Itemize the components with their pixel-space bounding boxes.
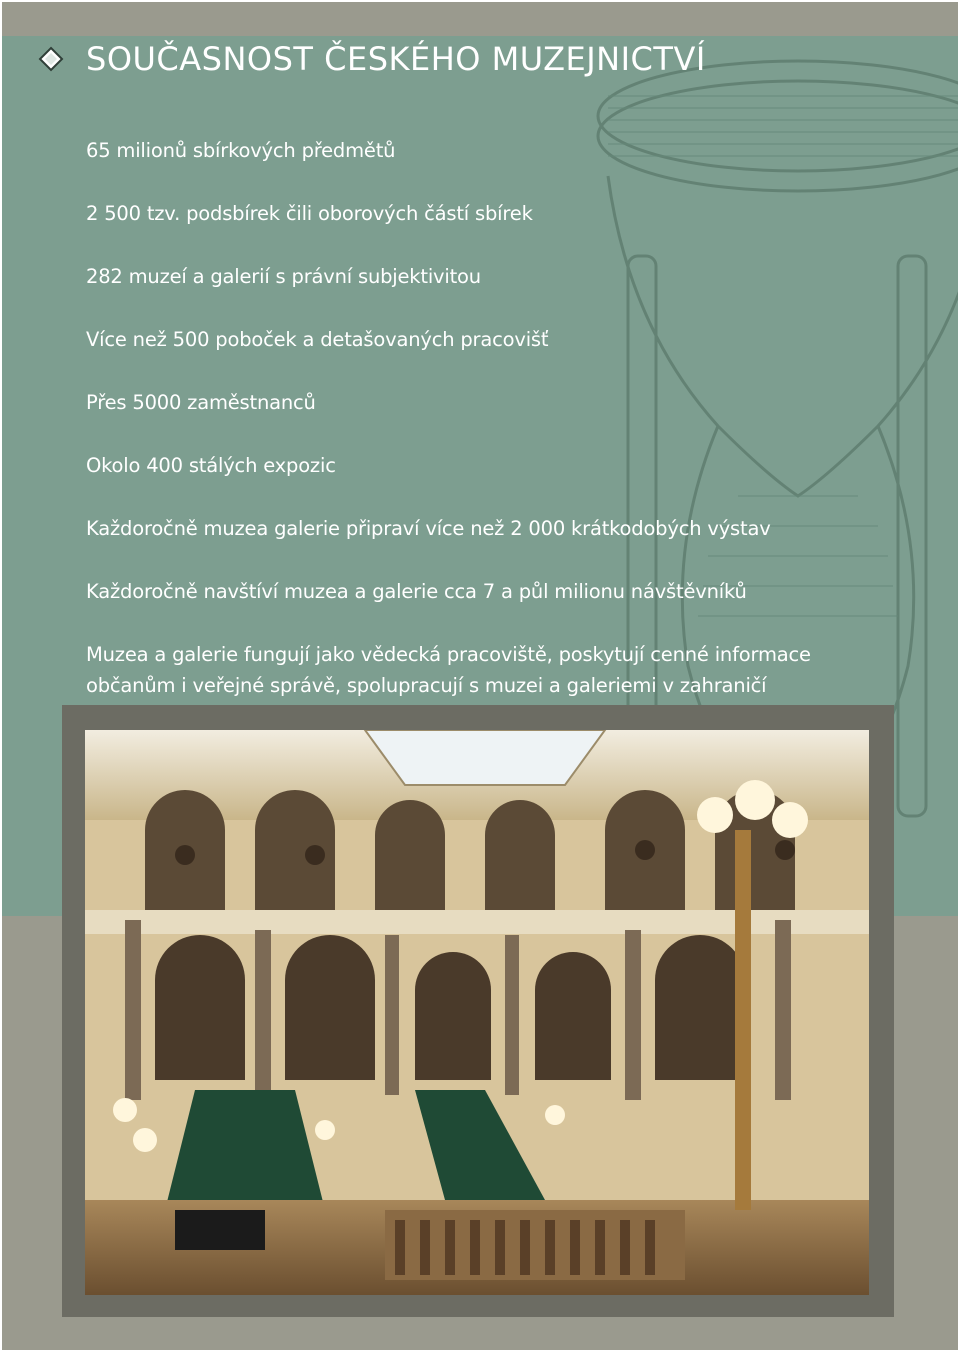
diamond-bullet-icon <box>38 46 64 72</box>
section-header <box>38 40 706 78</box>
museum-interior-staircase-photo <box>85 730 869 1295</box>
fact-item: Muzea a galerie fungují jako vědecká pracoviště, poskytují cenné informace občanům i veřejné správě, spolupracují s muzei a galeriemi v zahraničí <box>86 643 811 697</box>
fact-item: 282 muzeí a galerií s právní subjektivitou <box>86 265 481 288</box>
fact-item: 65 milionů sbírkových předmětů <box>86 139 396 162</box>
fact-item: Okolo 400 stálých expozic <box>86 454 336 477</box>
page-title: SOUČASNOST ČESKÉHO MUZEJNICTVÍ <box>86 40 706 78</box>
fact-item: Přes 5000 zaměstnanců <box>86 391 316 414</box>
fact-item: Každoročně muzea galerie připraví více než 2 000 krátkodobých výstav <box>86 517 771 540</box>
page <box>2 2 958 1350</box>
fact-item: Každoročně navštíví muzea a galerie cca 7 a půl milionu návštěvníků <box>86 580 747 603</box>
fact-item: 2 500 tzv. podsbírek čili oborových částí sbírek <box>86 202 533 225</box>
fact-list <box>86 135 906 733</box>
photo-frame <box>62 705 894 1317</box>
fact-item: Více než 500 poboček a detašovaných pracovišť <box>86 328 549 351</box>
